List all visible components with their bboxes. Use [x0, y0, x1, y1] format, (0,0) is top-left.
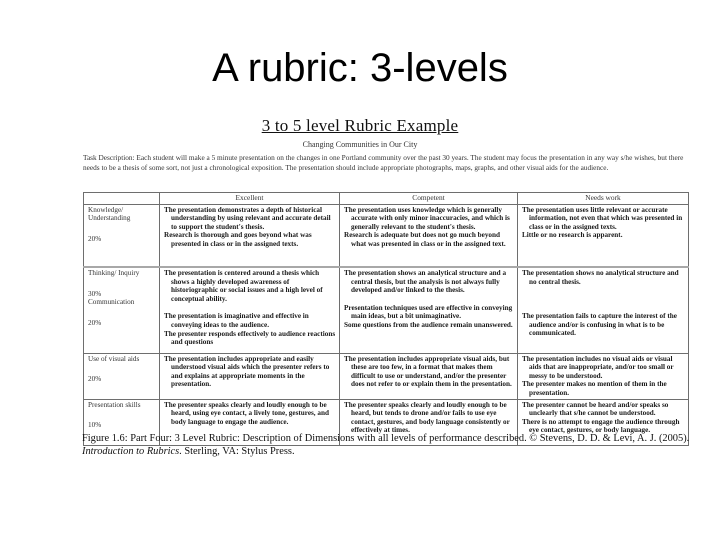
- competent-cell: [340, 353, 518, 399]
- criterion: Research is adequate but does not go much beyond what was presented in class or in the assigned text.: [344, 231, 506, 248]
- excellent-cell: [160, 267, 340, 353]
- excellent-cell: [160, 204, 340, 267]
- rubric-table: [83, 192, 689, 446]
- figure-caption: [82, 432, 702, 458]
- document-subtitle: Changing Communities in Our City: [302, 140, 418, 149]
- spacer: [164, 303, 336, 312]
- criterion: The presentation demonstrates a depth of historical understanding by using relevant and accurate detail to support the student's thesis.: [164, 205, 331, 231]
- dimension-weight: 20%: [88, 375, 102, 384]
- excellent-cell: [160, 353, 340, 399]
- competent-cell: [340, 204, 518, 267]
- caption-book-title: Introduction to Rubrics: [82, 446, 180, 457]
- criterion: Research is thorough and goes beyond what was presented in class or in the assigned texts.: [164, 231, 312, 248]
- table-row: [84, 267, 689, 353]
- criterion: The presenter speaks clearly and loudly enough to be heard, using eye contact, a lively tone, gestures, and body language to engage the audience.: [164, 400, 329, 426]
- criterion: The presentation is imaginative and effective in conveying ideas to the audience.: [164, 312, 309, 330]
- document-title: 3 to 5 level Rubric Example: [261, 116, 459, 135]
- criterion: The presentation includes appropriate and easily understood visual aids which the presenter refers to and explains at appropriate moments in the presentation.: [164, 354, 330, 389]
- slide-title: A rubric: 3-levels: [212, 46, 508, 90]
- criterion: The presentation includes appropriate visual aids, but these are too few, in a format that makes them difficult to use or understand, and/or the presenter does not refer to or explain them in the presentation.: [344, 354, 512, 389]
- caption-main: Figure 1.6: Part Four: 3 Level Rubric: Description of Dimensions with all levels of performance described. © Stevens, D. D. & Levi, A. J. (2005).: [82, 433, 690, 444]
- criterion: Little or no research is apparent.: [522, 231, 623, 240]
- dimension-name: Thinking/ Inquiry: [88, 269, 140, 278]
- dimension-cell: [84, 204, 160, 267]
- criterion: The presentation shows no analytical structure and no central thesis.: [522, 269, 679, 286]
- dimension-weight: 10%: [88, 421, 102, 430]
- needs-work-cell: [518, 353, 689, 399]
- criterion: The presenter makes no mention of them in the presentation.: [522, 380, 667, 397]
- dimension-name: Communication: [88, 298, 135, 307]
- criterion: The presenter responds effectively to audience reactions and questions: [164, 329, 336, 347]
- table-header-row: [84, 193, 689, 205]
- task-description: Task Description: Each student will make a 5 minute presentation on the changes in one Portland community over the past 30 years. The student may focus the presentation in any way s/he wishes, but there needs to be a thesis of some sort, not just a chronological exposition. The presentation should include appropriate photographs, maps, graphs, and other visual aids for the audience.: [83, 153, 684, 172]
- dimension-weight: 30%: [88, 289, 102, 298]
- criterion: Some questions from the audience remain unanswered.: [344, 321, 513, 330]
- dimension-cell: [84, 267, 160, 353]
- dimension-name: Use of visual aids: [88, 354, 140, 363]
- criterion: The presentation uses knowledge which is generally accurate with only minor inaccuracies, and which is generally relevant to the student's thesis.: [344, 205, 510, 231]
- needs-work-cell: [518, 267, 689, 353]
- criterion: The presentation includes no visual aids or visual aids that are inappropriate, and/or too small or messy to be understood.: [522, 354, 674, 380]
- table-row: [84, 204, 689, 267]
- header-dimension: [84, 193, 160, 205]
- needs-work-cell: [518, 204, 689, 267]
- criterion: There is no attempt to engage the audience through eye contact, gestures, or body language.: [522, 417, 680, 435]
- competent-cell: [340, 267, 518, 353]
- spacer: [522, 286, 685, 312]
- criterion: The presenter speaks clearly and loudly enough to be heard, but tends to drone and/or fails to use eye contact, gestures, and body language consistently or effectively at times.: [344, 400, 510, 435]
- criterion: The presentation shows an analytical structure and a central thesis, but the analysis is not always fully developed and/or linked to the thesis.: [344, 269, 507, 295]
- dimension-cell: [84, 353, 160, 399]
- header-excellent: Excellent: [160, 193, 340, 205]
- table-row: [84, 353, 689, 399]
- criterion: Presentation techniques used are effective in conveying main ideas, but a bit unimaginative.: [344, 303, 513, 321]
- header-competent: Competent: [340, 193, 518, 205]
- criterion: The presentation uses little relevant or accurate information, not even that which was presented in class or in the assigned texts.: [522, 205, 683, 231]
- criterion: The presentation is centered around a thesis which shows a highly developed awareness of historiographic or social issues and a high level of conceptual ability.: [164, 269, 323, 303]
- criterion: The presenter cannot be heard and/or speaks so unclearly that s/he cannot be understood.: [522, 400, 669, 418]
- header-needs-work: Needs work: [518, 193, 689, 205]
- dimension-name: Knowledge/ Understanding: [88, 205, 131, 223]
- criterion: The presentation fails to capture the interest of the audience and/or is confusing in what is to be communicated.: [522, 312, 677, 338]
- dimension-weight: 20%: [88, 234, 102, 243]
- dimension-name: Presentation skills: [88, 400, 141, 409]
- spacer: [344, 295, 514, 304]
- dimension-weight: 20%: [88, 318, 102, 327]
- rubric-document-image: [60, 110, 700, 480]
- caption-publisher: . Sterling, VA: Stylus Press.: [179, 446, 295, 457]
